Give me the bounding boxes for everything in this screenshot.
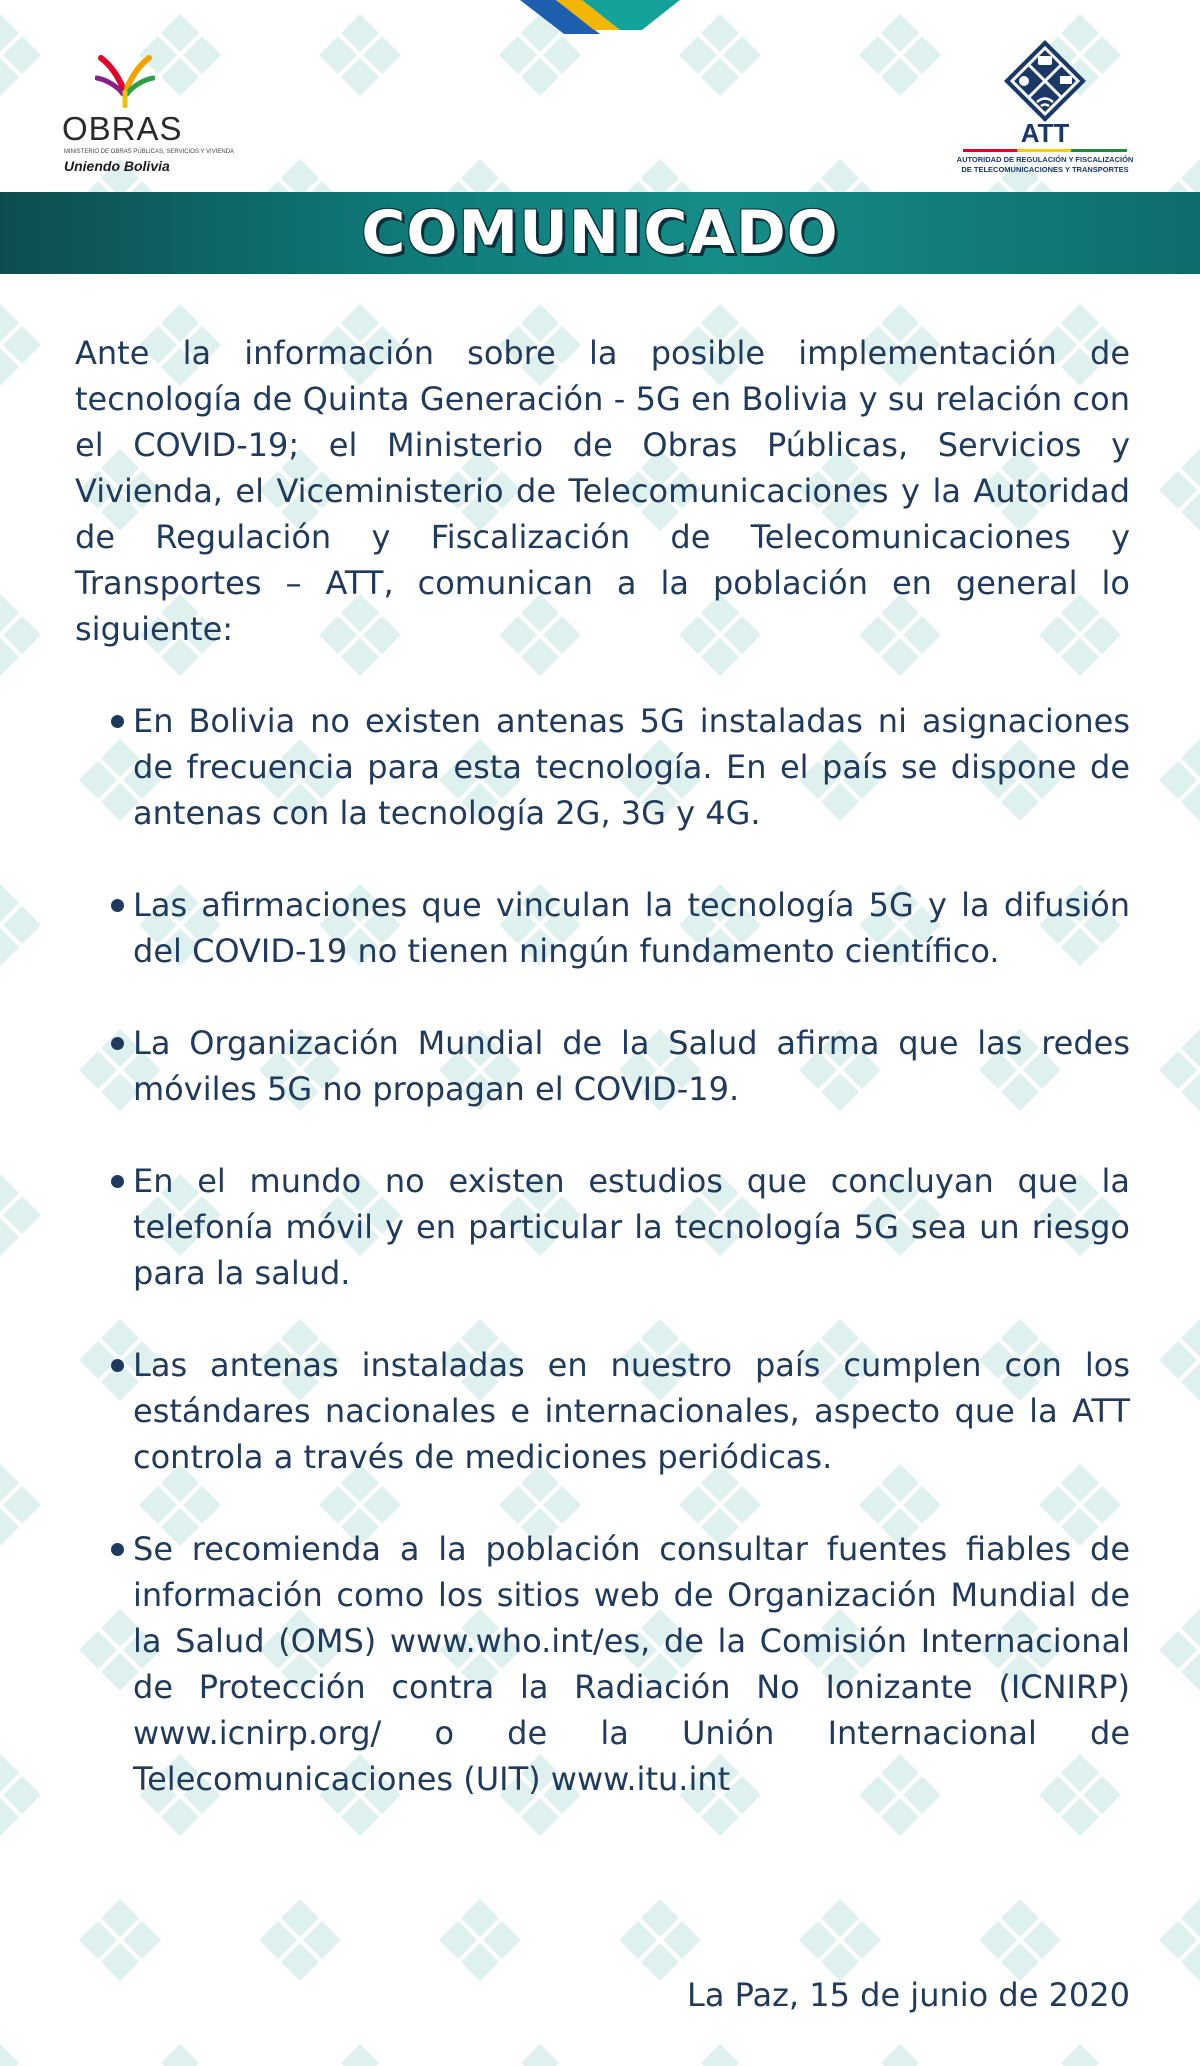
- att-wordmark: ATT: [1020, 118, 1070, 148]
- bullet-list: [75, 698, 1130, 1802]
- pattern-diamond-cluster: [319, 2044, 401, 2066]
- bullet-text: Las antenas instaladas en nuestro país cumplen con los estándares nacionales e internacionales, aspecto que la ATT controla a través de mediciones periódicas.: [133, 1346, 1130, 1476]
- pattern-diamond-cluster: [859, 2044, 941, 2066]
- pattern-diamond-cluster: [79, 1899, 161, 1981]
- bullet-dot-icon: [111, 1037, 124, 1050]
- bullet-dot-icon: [111, 1543, 124, 1556]
- list-item: [75, 698, 1130, 836]
- pattern-diamond-cluster: [1159, 449, 1200, 531]
- pattern-diamond-cluster: [679, 14, 761, 96]
- pattern-diamond-cluster: [0, 1174, 41, 1256]
- list-item: [75, 1158, 1130, 1296]
- intro-main-text: Ante la información sobre la posible implementación de tecnología de Quinta Generación - 5G en Bolivia y su relación con el COVID-19; el Ministerio de Obras Públicas, Servicios y Vivienda, el Viceministerio de Telecomunicaciones y la Autoridad de Regulación y Fiscalización de Telecomunicaciones y Transportes –: [75, 334, 1130, 602]
- pattern-diamond-cluster: [439, 1899, 521, 1981]
- list-item: [75, 882, 1130, 974]
- bullet-dot-icon: [111, 899, 124, 912]
- obras-logo: [62, 54, 235, 184]
- att-color-bar: [963, 149, 1127, 152]
- communique-body: [75, 330, 1130, 1802]
- pattern-diamond-cluster: [619, 1899, 701, 1981]
- pattern-diamond-cluster: [679, 2044, 761, 2066]
- obras-ministry-text: MINISTERIO DE OBRAS PÚBLICAS, SERVICIOS Y VIVIENDA: [64, 149, 235, 155]
- intro-paragraph: [75, 330, 1130, 652]
- document-date: La Paz, 15 de junio de 2020: [687, 1976, 1130, 2014]
- bullet-text: La Organización Mundial de la Salud afirma que las redes móviles 5G no propagan el COVID-19.: [133, 1024, 1130, 1108]
- list-item: [75, 1342, 1130, 1480]
- att-subtitle-line1: AUTORIDAD DE REGULACIÓN Y FISCALIZACIÓN: [956, 155, 1134, 164]
- obras-tagline: Uniendo Bolivia: [64, 158, 170, 174]
- pattern-diamond-cluster: [0, 1464, 41, 1546]
- att-subtitle-line2: DE TELECOMUNICACIONES Y TRANSPORTES: [961, 165, 1129, 174]
- pattern-diamond-cluster: [259, 1899, 341, 1981]
- att-logo: [955, 38, 1135, 183]
- top-color-stripes: [520, 0, 680, 40]
- pattern-diamond-cluster: [319, 14, 401, 96]
- pattern-diamond-cluster: [859, 14, 941, 96]
- pattern-diamond-cluster: [1159, 1899, 1200, 1981]
- obras-wordmark: OBRAS: [62, 110, 183, 147]
- pattern-diamond-cluster: [1159, 739, 1200, 821]
- pattern-diamond-cluster: [0, 2044, 41, 2066]
- pattern-diamond-cluster: [139, 2044, 221, 2066]
- page-title: COMUNICADO: [361, 198, 839, 268]
- pattern-diamond-cluster: [0, 1754, 41, 1836]
- bullet-text: Se recomienda a la población consultar fuentes fiables de información como los sitios web de Organización Mundial de la Salud (OMS) www.who.int/es, de la Comisión Internacional de Protección contra la Radiación No Ionizante (ICNIRP) www.icnirp.org/ o de la Unión Internacional de Telecomunicaciones (UIT) www.itu.int: [133, 1530, 1130, 1798]
- pattern-diamond-cluster: [799, 1899, 881, 1981]
- bullet-text: En Bolivia no existen antenas 5G instaladas ni asignaciones de frecuencia para esta tecnología. En el país se dispone de antenas con la tecnología 2G, 3G y 4G.: [133, 702, 1130, 832]
- pattern-diamond-cluster: [1159, 1029, 1200, 1111]
- pattern-diamond-cluster: [499, 2044, 581, 2066]
- pattern-diamond-cluster: [0, 884, 41, 966]
- obras-emblem-icon: [95, 54, 155, 108]
- bullet-text: En el mundo no existen estudios que concluyan que la telefonía móvil y en particular la tecnología 5G sea un riesgo para la salud.: [133, 1162, 1130, 1292]
- pattern-diamond-cluster: [979, 1899, 1061, 1981]
- pattern-diamond-cluster: [0, 594, 41, 676]
- pattern-diamond-cluster: [0, 14, 41, 96]
- pattern-diamond-cluster: [1039, 2044, 1121, 2066]
- bullet-dot-icon: [111, 1175, 124, 1188]
- intro-tail-text: , comunican a la población en general lo siguiente:: [75, 564, 1131, 648]
- bullet-text: Las afirmaciones que vinculan la tecnología 5G y la difusión del COVID-19 no tienen ningún fundamento científico.: [133, 886, 1130, 970]
- pattern-diamond-cluster: [0, 304, 41, 386]
- pattern-diamond-cluster: [1159, 1609, 1200, 1691]
- bullet-dot-icon: [111, 1359, 124, 1372]
- att-emblem-icon: [1000, 38, 1090, 128]
- intro-att-text: ATT: [325, 564, 384, 602]
- list-item: [75, 1526, 1130, 1802]
- title-banner: [0, 192, 1200, 274]
- list-item: [75, 1020, 1130, 1112]
- pattern-diamond-cluster: [1159, 1319, 1200, 1401]
- bullet-dot-icon: [111, 715, 124, 728]
